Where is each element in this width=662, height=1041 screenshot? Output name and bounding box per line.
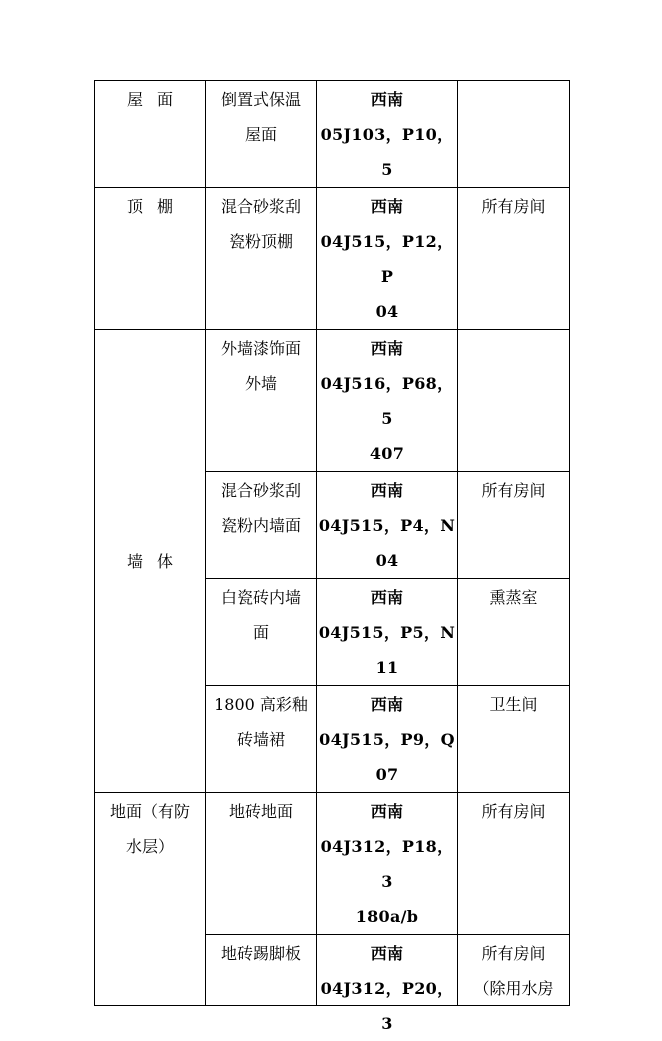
spec-cell: 西南 04J515，P5，N 11	[317, 579, 458, 686]
table-row	[95, 793, 570, 935]
item-cell: 混合砂浆刮 瓷粉顶棚	[206, 188, 317, 330]
spec-cell: 西南 04J515，P4，N 04	[317, 472, 458, 579]
spec-cell: 西南 05J103，P10，5	[317, 81, 458, 188]
category-cell: 地面（有防 水层）	[95, 793, 206, 1006]
category-cell: 顶棚	[95, 188, 206, 330]
category-cell: 屋面	[95, 81, 206, 188]
spec-cell: 西南 04J516，P68，5 407	[317, 330, 458, 472]
scope-cell: 熏蒸室	[458, 579, 570, 686]
item-cell: 白瓷砖内墙 面	[206, 579, 317, 686]
category-cell: 墙体	[95, 330, 206, 793]
item-cell: 混合砂浆刮 瓷粉内墙面	[206, 472, 317, 579]
item-cell: 地砖地面	[206, 793, 317, 935]
spec-cell: 西南 04J515，P9，Q 07	[317, 686, 458, 793]
scope-cell	[458, 330, 570, 472]
scope-cell: 所有房间 （除用水房	[458, 935, 570, 1006]
table-row	[95, 330, 570, 472]
table-row	[95, 81, 570, 188]
item-cell: 倒置式保温 屋面	[206, 81, 317, 188]
spec-cell: 西南 04J312，P18，3 180a/b	[317, 793, 458, 935]
scope-cell	[458, 81, 570, 188]
scope-cell: 所有房间	[458, 188, 570, 330]
scope-cell: 所有房间	[458, 793, 570, 935]
item-cell: 地砖踢脚板	[206, 935, 317, 1006]
scope-cell: 所有房间	[458, 472, 570, 579]
spec-cell: 西南 04J515，P12，P 04	[317, 188, 458, 330]
table-row	[95, 188, 570, 330]
item-cell: 1800 高彩釉 砖墙裙	[206, 686, 317, 793]
construction-spec-table	[94, 80, 570, 1033]
spec-cell: 西南 04J312，P20，3	[317, 935, 458, 1006]
scope-cell: 卫生间	[458, 686, 570, 793]
item-cell: 外墙漆饰面 外墙	[206, 330, 317, 472]
